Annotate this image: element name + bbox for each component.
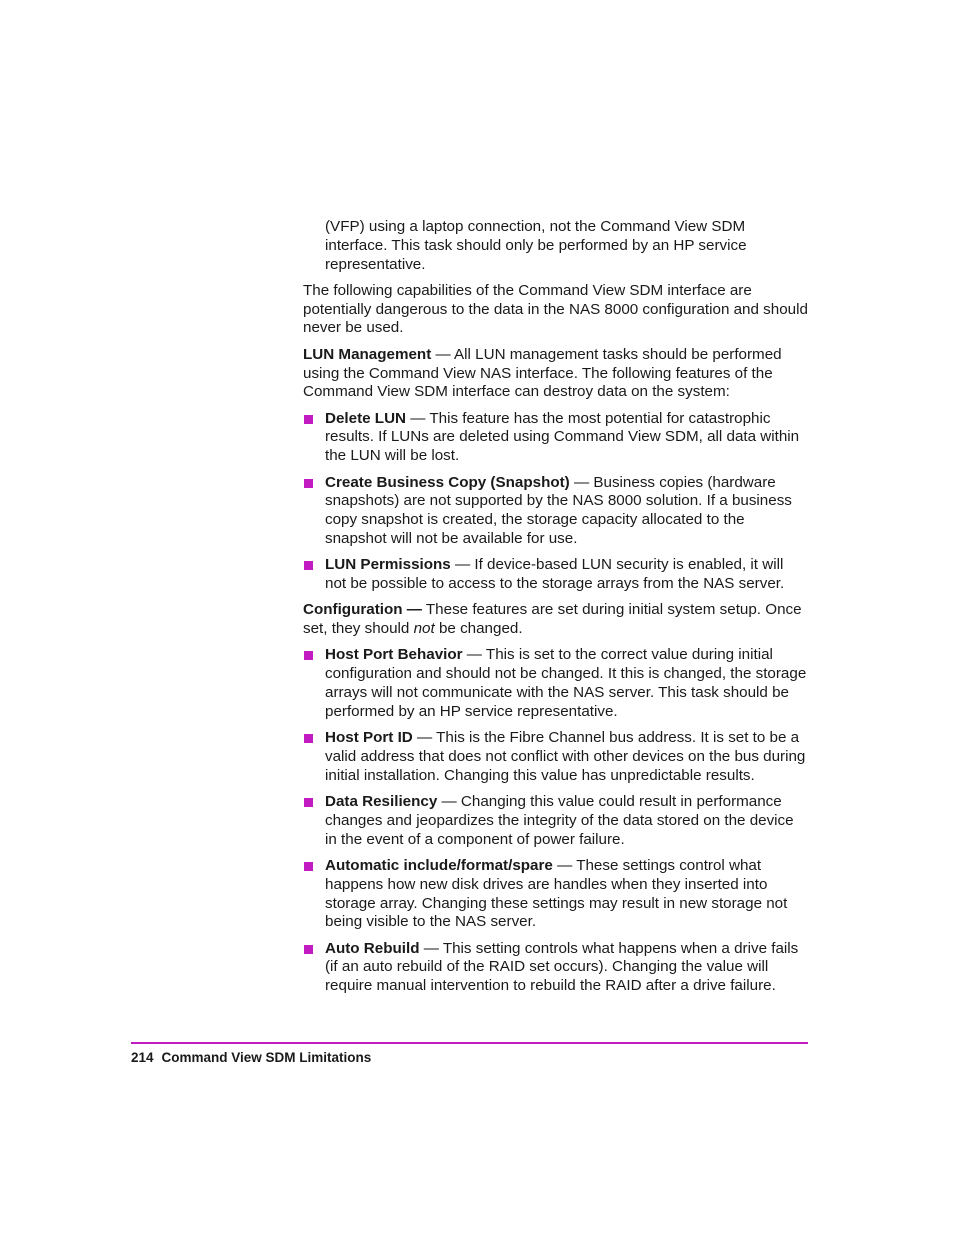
lun-management-list xyxy=(303,410,808,594)
item-term: Data Resiliency xyxy=(325,793,438,811)
item-text: — Business copies (hardware snapshots) are not supported by the NAS 8000 solution. If a business copy snapshot is created, the storage capacity allocated to the snapshot will not be available for use. xyxy=(325,473,792,547)
list-item xyxy=(303,729,808,785)
list-item xyxy=(303,410,808,466)
list-item xyxy=(303,646,808,721)
square-bullet-icon xyxy=(304,798,313,807)
item-term: Automatic include/format/spare xyxy=(325,856,553,874)
configuration-list xyxy=(303,646,808,996)
item-term: LUN Permissions xyxy=(325,556,451,574)
item-term: Host Port ID xyxy=(325,729,413,747)
item-term: Host Port Behavior xyxy=(325,646,463,664)
item-term: Delete LUN xyxy=(325,409,407,427)
item-text: — This is the Fibre Channel bus address. It is set to be a valid address that does not conflict with other devices on the bus during initial installation. Changing this value has unpredictable results. xyxy=(325,729,806,784)
item-text: — This setting controls what happens when a drive fails (if an auto rebuild of the RAID set occurs). Changing the value will require manual intervention to rebuild the RAID after a drive failure. xyxy=(325,939,799,995)
lun-management-heading: LUN Management xyxy=(303,345,432,363)
item-term: Auto Rebuild xyxy=(325,939,420,957)
configuration-heading: Configuration — xyxy=(303,601,422,619)
configuration-text-before: These features are set during initial system setup. Once set, they should xyxy=(303,601,802,638)
page-body xyxy=(303,218,808,1003)
square-bullet-icon xyxy=(304,862,313,871)
warning-paragraph: The following capabilities of the Command View SDM interface are potentially dangerous to the data in the NAS 8000 configuration and should never be used. xyxy=(303,281,808,337)
item-text: — Changing this value could result in performance changes and jeopardizes the integrity of the data stored on the device in the event of a component of power failure. xyxy=(325,793,794,848)
page-footer xyxy=(131,1049,371,1066)
item-text: — This is set to the correct value during initial configuration and should not be changed. It this is changed, the storage arrays will not communicate with the NAS server. This task should be performed by an HP service representative. xyxy=(325,646,807,720)
item-text: — These settings control what happens how new disk drives are handles when they inserted into storage array. Changing these settings may result in new storage not being visible to the NAS server. xyxy=(325,856,788,931)
square-bullet-icon xyxy=(304,651,313,660)
lun-management-paragraph xyxy=(303,346,808,402)
item-text: — This feature has the most potential for catastrophic results. If LUNs are deleted using Command View SDM, all data within the LUN will be lost. xyxy=(325,409,800,465)
item-term: Create Business Copy (Snapshot) xyxy=(325,473,570,491)
square-bullet-icon xyxy=(304,945,313,954)
square-bullet-icon xyxy=(304,479,313,488)
list-item xyxy=(303,556,808,594)
configuration-text-after: be changed. xyxy=(434,620,523,638)
configuration-paragraph xyxy=(303,601,808,639)
square-bullet-icon xyxy=(304,734,313,743)
list-item xyxy=(303,940,808,996)
configuration-emphasis: not xyxy=(413,620,435,638)
square-bullet-icon xyxy=(304,561,313,570)
list-item xyxy=(303,474,808,549)
section-title: Command View SDM Limitations xyxy=(161,1050,372,1065)
list-item xyxy=(303,857,808,932)
page-number: 214 xyxy=(131,1050,154,1065)
footer-rule xyxy=(131,1042,808,1044)
item-text: — If device-based LUN security is enabled, it will not be possible to access to the storage arrays from the NAS server. xyxy=(325,556,785,593)
list-item xyxy=(303,793,808,849)
square-bullet-icon xyxy=(304,415,313,424)
lun-management-text: — All LUN management tasks should be performed using the Command View NAS interface. The following features of the Command View SDM interface can destroy data on the system: xyxy=(303,345,782,401)
intro-continuation: (VFP) using a laptop connection, not the Command View SDM interface. This task should only be performed by an HP service representative. xyxy=(325,218,747,273)
